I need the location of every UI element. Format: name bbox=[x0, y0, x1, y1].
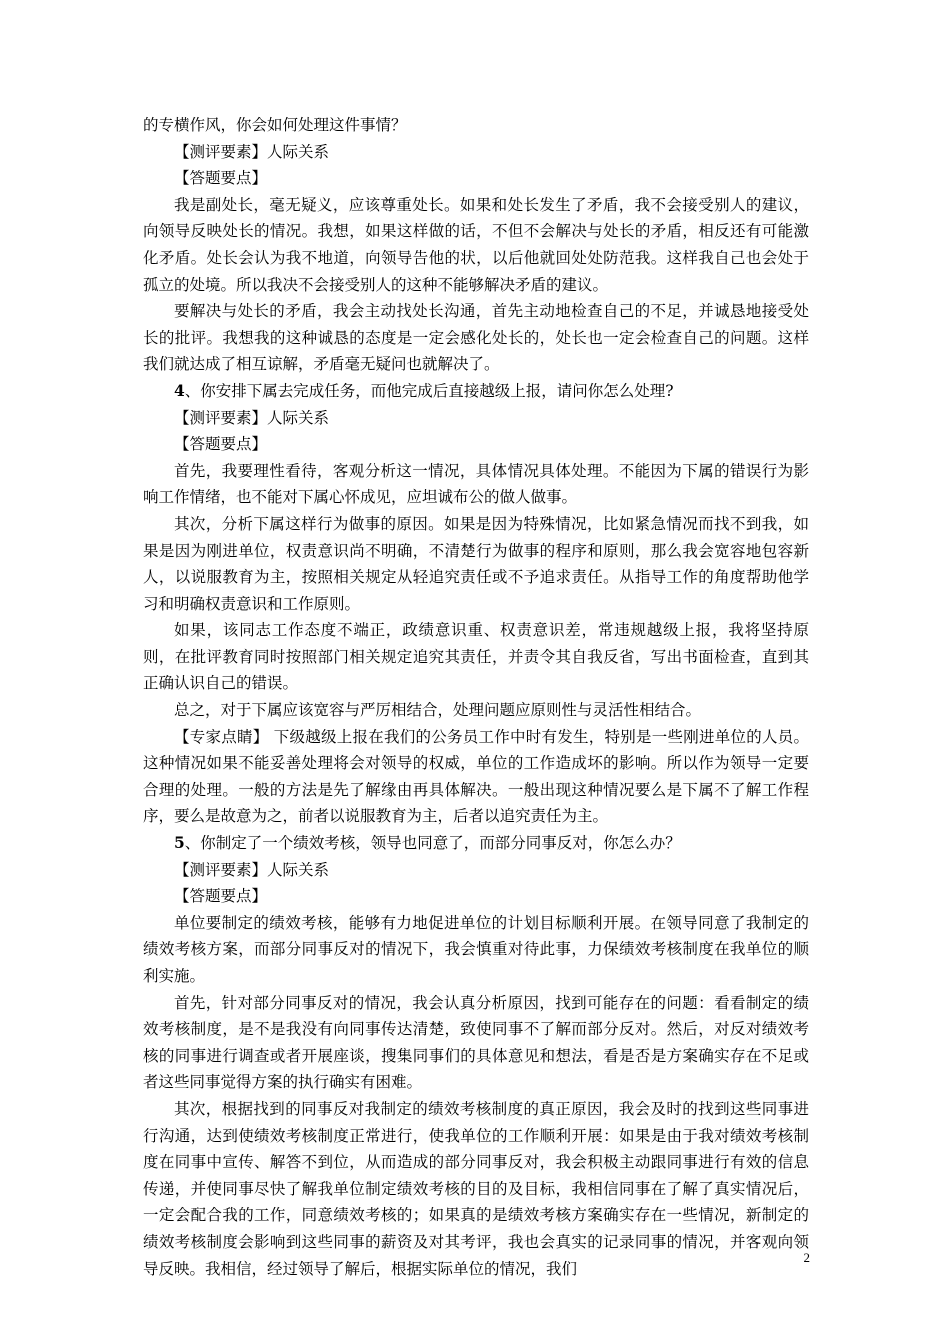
paragraph: 要解决与处长的矛盾，我会主动找处长沟通，首先主动地检查自己的不足，并诚恳地接受处长的批评。我想我的这种诚恳的态度是一定会感化处长的，处长也一定会检查自己的问题。这样我们就达成了相互谅解，矛盾毫无疑问也就解决了。 bbox=[143, 302, 809, 374]
section-label-answer: 【答题要点】 bbox=[174, 887, 268, 906]
paragraph: 总之，对于下属应该宽容与严厉相结合，处理问题应原则性与灵活性相结合。 bbox=[174, 701, 702, 720]
section-label-answer: 【答题要点】 bbox=[174, 435, 268, 454]
paragraph: 首先，我要理性看待，客观分析这一情况，具体情况具体处理。不能因为下属的错误行为影响工作情绪，也不能对下属心怀成见，应坦诚布公的做人做事。 bbox=[143, 461, 809, 507]
paragraph: 的专横作风，你会如何处理这件事情？ bbox=[143, 116, 407, 134]
section-label-evaluation: 【测评要素】人际关系 bbox=[174, 408, 330, 427]
paragraph: 其次，根据找到的同事反对我制定的绩效考核制度的真正原因，我会及时的找到这些同事进行沟通，达到使绩效考核制度正常进行，使我单位的工作顺利开展：如果是由于我对绩效考核制度在同事中宣传、解答不到位，从而造成的部分同事反对，我会积极主动跟同事进行有效的信息传递，并使同事尽快了解我单位制定绩效考核的目的及目标，我相信同事在了解了真实情况后，一定会配合我的工作，同意绩效考核的；如果真的是绩效考核方案确实存在一些情况，新制定的绩效考核制度会影响到这些同事的薪资及对其考评，我也会真实的记录同事的情况，并客观向领导反映。我相信，经过领导了解后，根据实际单位的情况，我们 bbox=[143, 1099, 809, 1278]
question-heading bbox=[143, 830, 809, 857]
question-heading bbox=[143, 378, 809, 405]
question-number: 5 bbox=[174, 833, 185, 853]
question-number: 4 bbox=[174, 380, 185, 400]
document-body bbox=[143, 112, 809, 1282]
question-text: 、你制定了一个绩效考核，领导也同意了，而部分同事反对，你怎么办？ bbox=[184, 834, 681, 853]
paragraph: 其次，分析下属这样行为做事的原因。如果是因为特殊情况，比如紧急情况而找不到我，如果是因为刚进单位，权责意识尚不明确，不清楚行为做事的程序和原则，那么我会宽容地包容新人，以说服教育为主，按照相关规定从轻追究责任或不予追求责任。从指导工作的角度帮助他学习和明确权责意识和工作原则。 bbox=[143, 514, 809, 613]
page-number: 2 bbox=[803, 1250, 810, 1265]
section-label-evaluation: 【测评要素】人际关系 bbox=[174, 860, 330, 879]
section-label-answer: 【答题要点】 bbox=[174, 169, 268, 188]
paragraph: 单位要制定的绩效考核，能够有力地促进单位的计划目标顺利开展。在领导同意了我制定的绩效考核方案，而部分同事反对的情况下，我会慎重对待此事，力保绩效考核制度在我单位的顺利实施。 bbox=[143, 913, 809, 985]
paragraph: 我是副处长，毫无疑义，应该尊重处长。如果和处长发生了矛盾，我不会接受别人的建议，向领导反映处长的情况。我想，如果这样做的话，不但不会解决与处长的矛盾，相反还有可能激化矛盾。处长会认为我不地道，向领导告他的状，以后他就回处处防范我。这样我自己也会处于孤立的处境。所以我决不会接受别人的这种不能够解决矛盾的建议。 bbox=[143, 195, 809, 294]
question-text: 、你安排下属去完成任务，而他完成后直接越级上报，请问你怎么处理? bbox=[184, 381, 674, 400]
paragraph: 如果，该同志工作态度不端正，政绩意识重、权责意识差，常违规越级上报，我将坚持原则，在批评教育同时按照部门相关规定追究其责任，并责令其自我反省，写出书面检查，直到其正确认识自己的错误。 bbox=[143, 621, 809, 693]
section-label-evaluation: 【测评要素】人际关系 bbox=[174, 142, 330, 161]
paragraph: 首先，针对部分同事反对的情况，我会认真分析原因，找到可能存在的问题：看看制定的绩效考核制度，是不是我没有向同事传达清楚，致使同事不了解而部分反对。然后，对反对绩效考核的同事进行调查或者开展座谈，搜集同事们的具体意见和想法，看是否是方案确实存在不足或者这些同事觉得方案的执行确实有困难。 bbox=[143, 993, 809, 1092]
expert-comment: 【专家点睛】 下级越级上报在我们的公务员工作中时有发生，特别是一些刚进单位的人员。这种情况如果不能妥善处理将会对领导的权威，单位的工作造成坏的影响。所以作为领导一定要合理的处理。一般的方法是先了解缘由再具体解决。一般出现这种情况要么是下属不了解工作程序，要么是故意为之，前者以说服教育为主，后者以追究责任为主。 bbox=[143, 727, 809, 826]
